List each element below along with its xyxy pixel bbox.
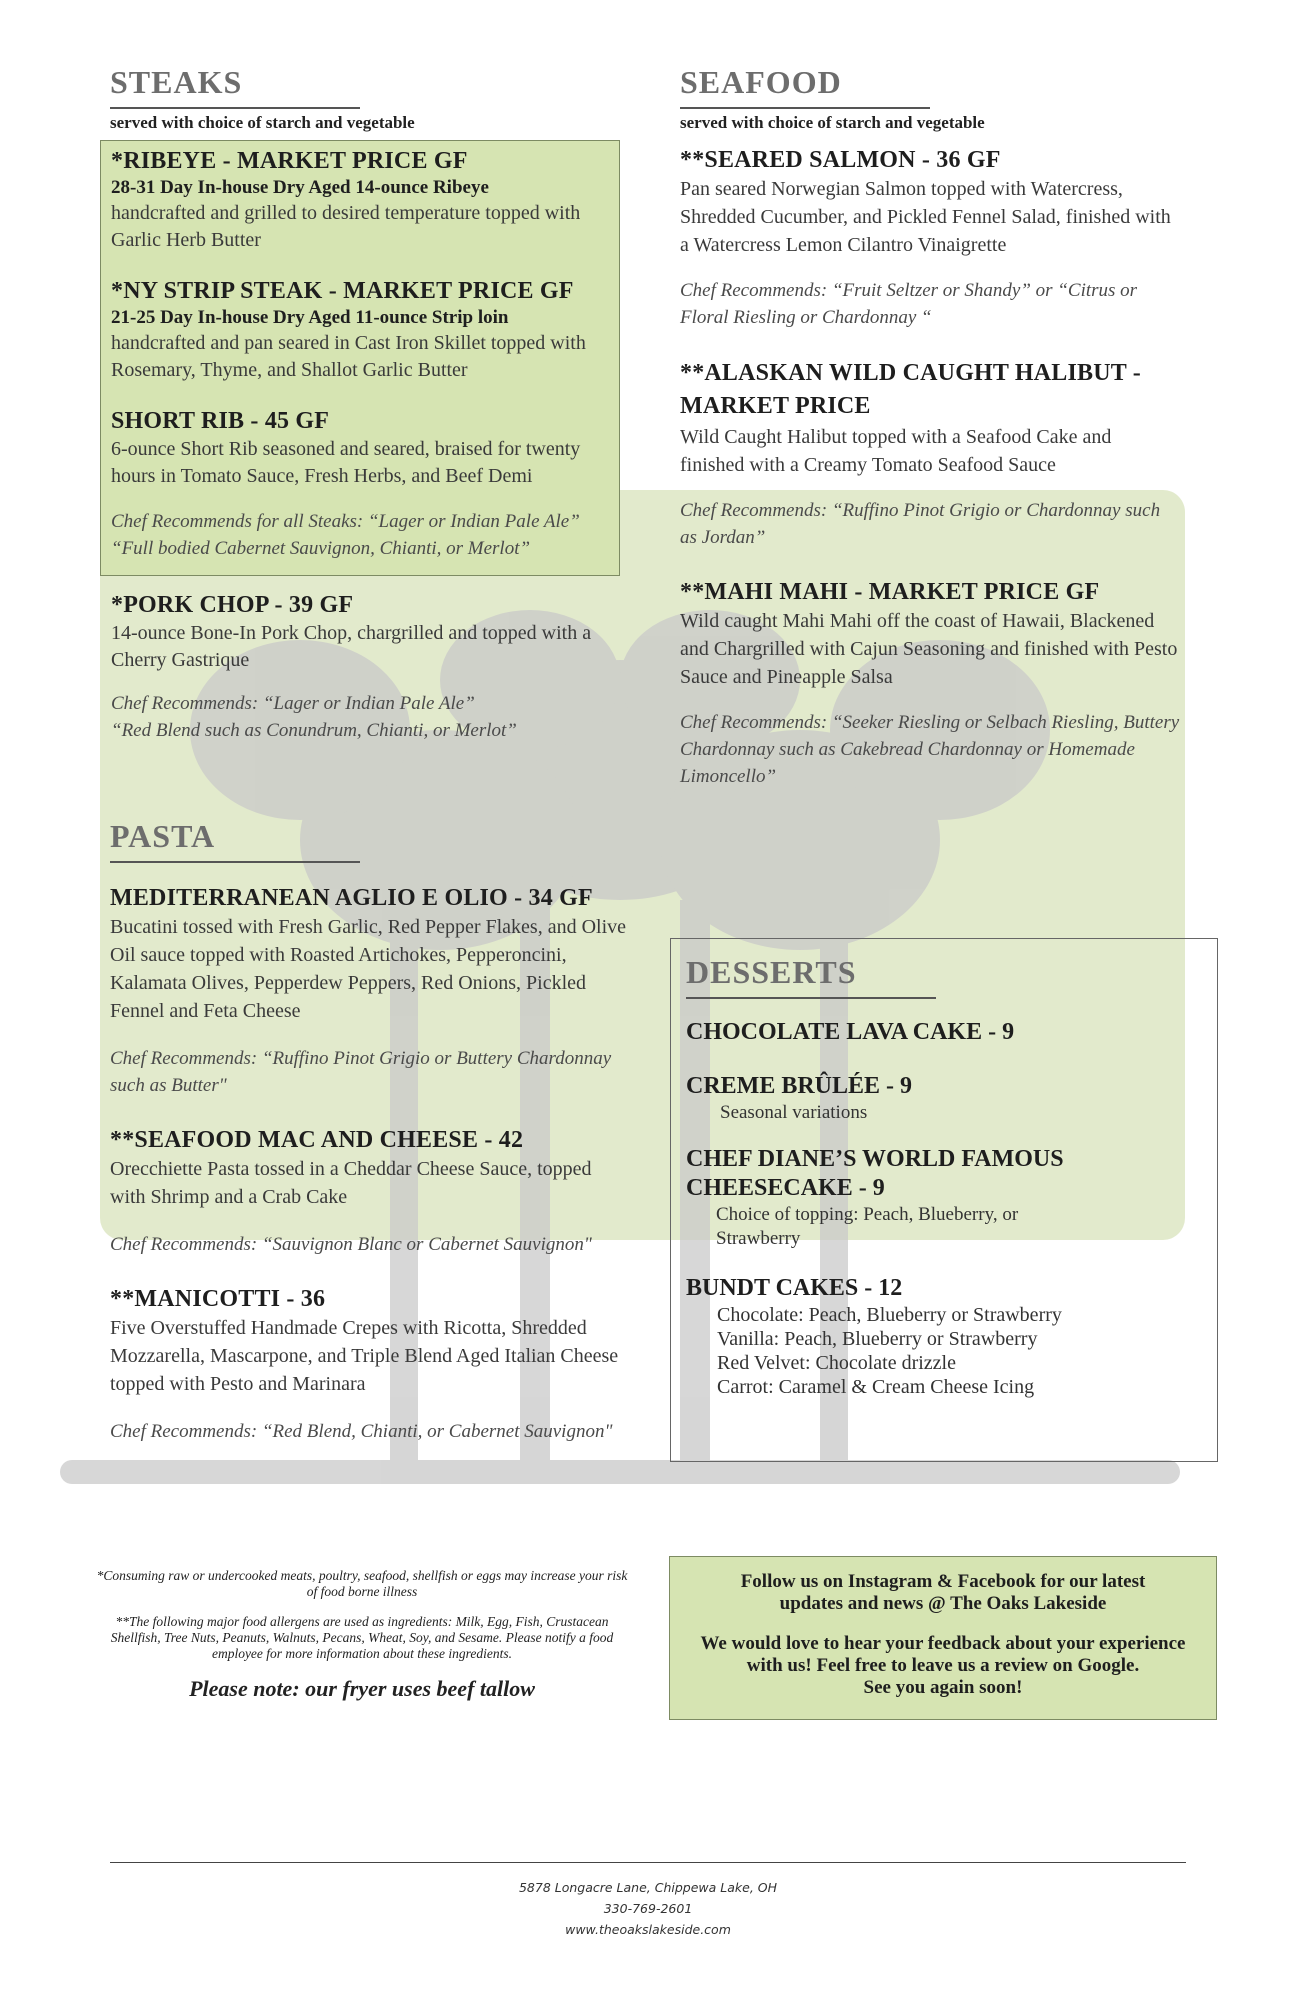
item-subtitle: 21-25 Day In-house Dry Aged 11-ounce Strip loin: [111, 307, 509, 328]
footer-divider: [110, 1862, 1186, 1863]
item-chef-recommends: Chef Recommends: “Ruffino Pinot Grigio or Chardonnay such as Jordan”: [680, 500, 1161, 548]
chef-line: Chef Recommends: “Lager or Indian Pale Ale”: [111, 693, 475, 714]
bundt-flavor-list: [686, 1303, 1206, 1399]
raw-food-warning: *Consuming raw or undercooked meats, poultry, seafood, shellfish or eggs may increase your risk of food borne illness: [96, 1568, 628, 1599]
item-title: **MAHI MAHI - MARKET PRICE GF: [680, 579, 1100, 605]
seafood-section: [680, 64, 1180, 790]
allergen-list: **The following major food allergens are used as ingredients: Milk, Egg, Fish, Crustacean Shellfish, Tree Nuts, Peanuts, Walnuts, Pecans, Wheat, Soy, and Sesame. Please notify a food employee for more information about these ingredients.: [110, 1614, 614, 1661]
item-title: MEDITERRANEAN AGLIO E OLIO - 34 GF: [110, 885, 593, 911]
chef-line: Chef Recommends for all Steaks: “Lager or Indian Pale Ale”: [111, 511, 580, 532]
item-chef-recommends: Chef Recommends: “Seeker Riesling or Selbach Riesling, Buttery Chardonnay such as Cakebread Chardonnay or Homemade Limoncello”: [680, 712, 1180, 787]
chef-line: “Full bodied Cabernet Sauvignon, Chianti, or Merlot”: [111, 538, 531, 559]
item-title: *RIBEYE - MARKET PRICE GF: [111, 148, 468, 174]
dessert-description: Seasonal variations: [720, 1102, 868, 1123]
seafood-title: SEAFOOD: [680, 64, 930, 109]
menu-item-ribeye: [111, 146, 616, 254]
seafood-subtitle: served with choice of starch and vegetable: [680, 113, 985, 132]
fryer-note: Please note: our fryer uses beef tallow: [189, 1676, 535, 1701]
social-follow-box: [669, 1556, 1217, 1720]
item-description: 14-ounce Bone-In Pork Chop, chargrilled and topped with a Cherry Gastrique: [111, 622, 592, 671]
item-subtitle: 28-31 Day In-house Dry Aged 14-ounce Ribeye: [111, 177, 489, 198]
bundt-flavor: Chocolate: Peach, Blueberry or Strawberry: [717, 1304, 1062, 1326]
item-description: Bucatini tossed with Fresh Garlic, Red Pepper Flakes, and Olive Oil sauce topped with Roasted Artichokes, Pepperoncini, Kalamata Olives, Pepperdew Peppers, Red Onions, Pickled Fennel and Feta Cheese: [110, 916, 627, 1022]
item-title: **MANICOTTI - 36: [110, 1286, 326, 1312]
footer-website[interactable]: www.theoakslakeside.com: [565, 1922, 731, 1937]
item-description: Five Overstuffed Handmade Crepes with Ricotta, Shredded Mozzarella, Mascarpone, and Triple Blend Aged Italian Cheese topped with Pesto and Marinara: [110, 1317, 619, 1395]
menu-item-pork-chop: [111, 590, 631, 744]
item-chef-recommends: Chef Recommends: “Ruffino Pinot Grigio or Buttery Chardonnay such as Butter": [110, 1048, 612, 1096]
feedback-text: We would love to hear your feedback about your experience with us! Feel free to leave us a review on Google.: [700, 1633, 1186, 1676]
steaks-subtitle: served with choice of starch and vegetable: [110, 113, 415, 132]
dessert-creme-brulee: CREME BRÛLÉE - 9: [686, 1073, 913, 1099]
menu-item-aglio-e-olio: [110, 883, 630, 1025]
menu-item-halibut: [680, 357, 1180, 479]
steaks-title: STEAKS: [110, 64, 360, 109]
bundt-flavor: Vanilla: Peach, Blueberry or Strawberry: [717, 1328, 1038, 1350]
follow-social-text: Follow us on Instagram & Facebook for our latest updates and news @ The Oaks Lakeside: [740, 1571, 1146, 1614]
item-title: SHORT RIB - 45 GF: [111, 408, 330, 434]
menu-item-manicotti: [110, 1284, 630, 1398]
item-chef-recommends: Chef Recommends: “Fruit Seltzer or Shandy” or “Citrus or Floral Riesling or Chardonnay “: [680, 280, 1138, 328]
menu-item-seafood-mac: [110, 1125, 630, 1211]
menu-item-seared-salmon: [680, 145, 1180, 259]
item-title: *NY STRIP STEAK - MARKET PRICE GF: [111, 278, 574, 304]
desserts-section: [686, 954, 1206, 1399]
see-you-text: See you again soon!: [863, 1677, 1023, 1698]
menu-item-mahi-mahi: [680, 577, 1180, 691]
desserts-title: DESSERTS: [686, 954, 936, 999]
dessert-description: Choice of topping: Peach, Blueberry, or Strawberry: [716, 1204, 1019, 1249]
menu-item-ny-strip: [111, 276, 616, 384]
item-description: handcrafted and pan seared in Cast Iron Skillet topped with Rosemary, Thyme, and Shallot Garlic Butter: [111, 332, 586, 381]
bundt-flavor: Carrot: Caramel & Cream Cheese Icing: [717, 1376, 1035, 1398]
item-title: *PORK CHOP - 39 GF: [111, 592, 354, 618]
item-chef-recommends: Chef Recommends: “Sauvignon Blanc or Cabernet Sauvignon": [110, 1234, 592, 1255]
pork-chef-recommends: [111, 690, 631, 744]
dessert-cheesecake: CHEF DIANE’S WORLD FAMOUS CHEESECAKE - 9: [686, 1146, 1064, 1201]
steaks-chef-recommends: [111, 508, 616, 562]
item-description: Wild Caught Halibut topped with a Seafood Cake and finished with a Creamy Tomato Seafood Sauce: [680, 426, 1112, 476]
steaks-list: [111, 146, 616, 562]
item-title: **SEARED SALMON - 36 GF: [680, 147, 1001, 173]
chef-line: “Red Blend such as Conundrum, Chianti, or Merlot”: [111, 720, 517, 741]
item-title: **SEAFOOD MAC AND CHEESE - 42: [110, 1127, 524, 1153]
item-chef-recommends: Chef Recommends: “Red Blend, Chianti, or Cabernet Sauvignon": [110, 1421, 613, 1442]
allergen-notice: [92, 1568, 632, 1702]
item-description: Wild caught Mahi Mahi off the coast of Hawaii, Blackened and Chargrilled with Cajun Seasoning and finished with Pesto Sauce and Pineapple Salsa: [680, 610, 1178, 688]
dessert-lava-cake: CHOCOLATE LAVA CAKE - 9: [686, 1019, 1015, 1045]
footer-phone: 330-769-2601: [603, 1901, 693, 1916]
menu-item-short-rib: [111, 406, 616, 490]
item-title: **ALASKAN WILD CAUGHT HALIBUT - MARKET PRICE: [680, 360, 1141, 419]
item-description: Orecchiette Pasta tossed in a Cheddar Cheese Sauce, topped with Shrimp and a Crab Cake: [110, 1158, 592, 1208]
pasta-title: PASTA: [110, 818, 360, 863]
item-description: handcrafted and grilled to desired temperature topped with Garlic Herb Butter: [111, 202, 581, 251]
bundt-flavor: Red Velvet: Chocolate drizzle: [717, 1352, 956, 1374]
footer: [110, 1877, 1186, 1940]
pasta-section: [110, 818, 630, 1445]
item-description: 6-ounce Short Rib seasoned and seared, braised for twenty hours in Tomato Sauce, Fresh Herbs, and Beef Demi: [111, 438, 581, 487]
steaks-section: [110, 64, 620, 133]
dessert-bundt-cakes: BUNDT CAKES - 12: [686, 1275, 903, 1301]
footer-address: 5878 Longacre Lane, Chippewa Lake, OH: [518, 1880, 778, 1895]
item-description: Pan seared Norwegian Salmon topped with Watercress, Shredded Cucumber, and Pickled Fennel Salad, finished with a Watercress Lemon Cilantro Vinaigrette: [680, 178, 1171, 256]
